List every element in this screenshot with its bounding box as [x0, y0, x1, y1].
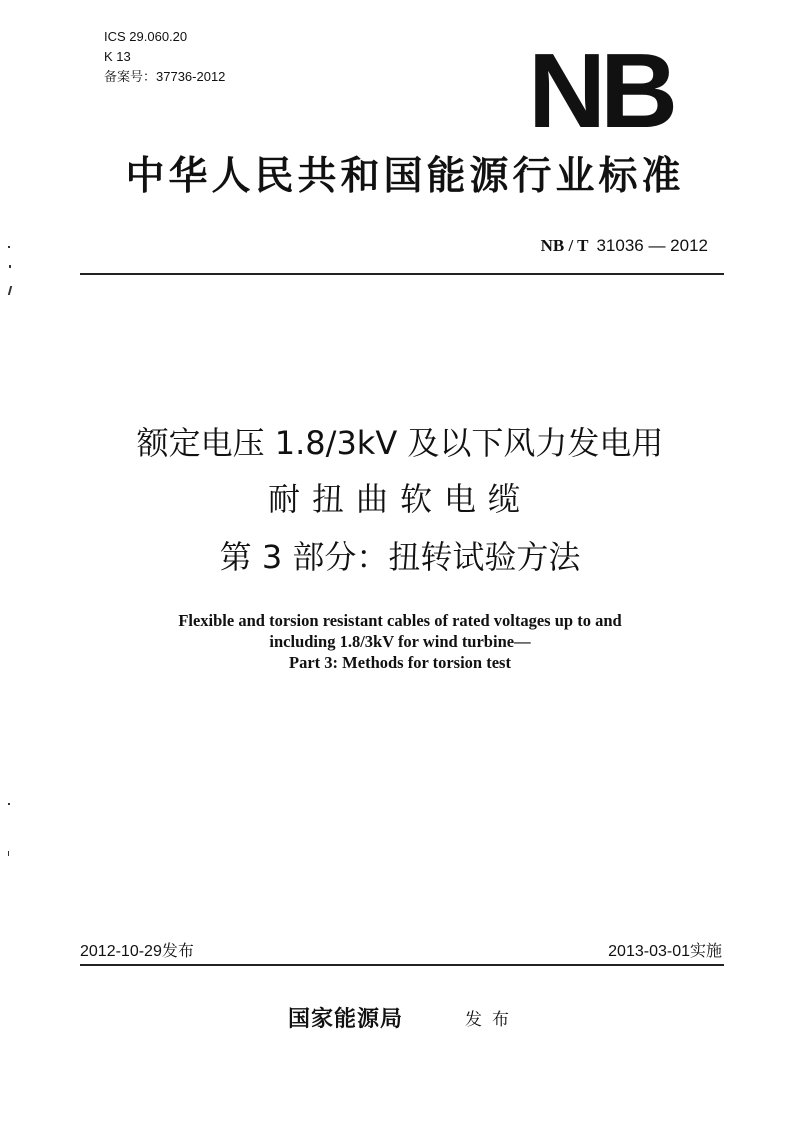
- english-title-line-2: including 1.8/3kV for wind turbine—: [269, 632, 531, 651]
- chinese-title-line-1: 额定电压 1.8/3kV 及以下风力发电用: [136, 424, 664, 462]
- scan-speck: [8, 286, 12, 295]
- issue-date: 2012-10-29发布: [80, 943, 194, 960]
- publish-label: 发布: [465, 1010, 519, 1030]
- implementation-date: 2013-03-01实施: [608, 943, 722, 960]
- bottom-divider: [80, 964, 724, 966]
- english-title-line-1: Flexible and torsion resistant cables of rated voltages up to and: [178, 611, 622, 630]
- top-divider: [80, 273, 724, 275]
- scan-speck: [8, 851, 9, 856]
- standard-number-value: 31036 — 2012: [596, 236, 708, 255]
- ics-code: ICS 29.060.20: [104, 29, 188, 44]
- scan-speck: [9, 265, 11, 268]
- english-title-line-3: Part 3: Methods for torsion test: [289, 653, 511, 672]
- scan-speck: [8, 803, 10, 805]
- scan-speck: [8, 246, 10, 248]
- chinese-title-line-3: 第 3 部分：扭转试验方法: [219, 538, 581, 576]
- nb-logo: NB: [528, 32, 672, 150]
- standard-number-prefix: NB / T: [540, 236, 589, 255]
- issuing-authority: 国家能源局: [288, 1006, 404, 1032]
- record-number: 备案号：37736-2012: [104, 69, 226, 84]
- standard-number: [468, 235, 708, 257]
- chinese-title-line-2: 耐扭曲软电缆: [267, 480, 532, 518]
- standard-category-title: 中华人民共和国能源行业标准: [125, 154, 685, 199]
- ccs-code: K 13: [104, 49, 131, 64]
